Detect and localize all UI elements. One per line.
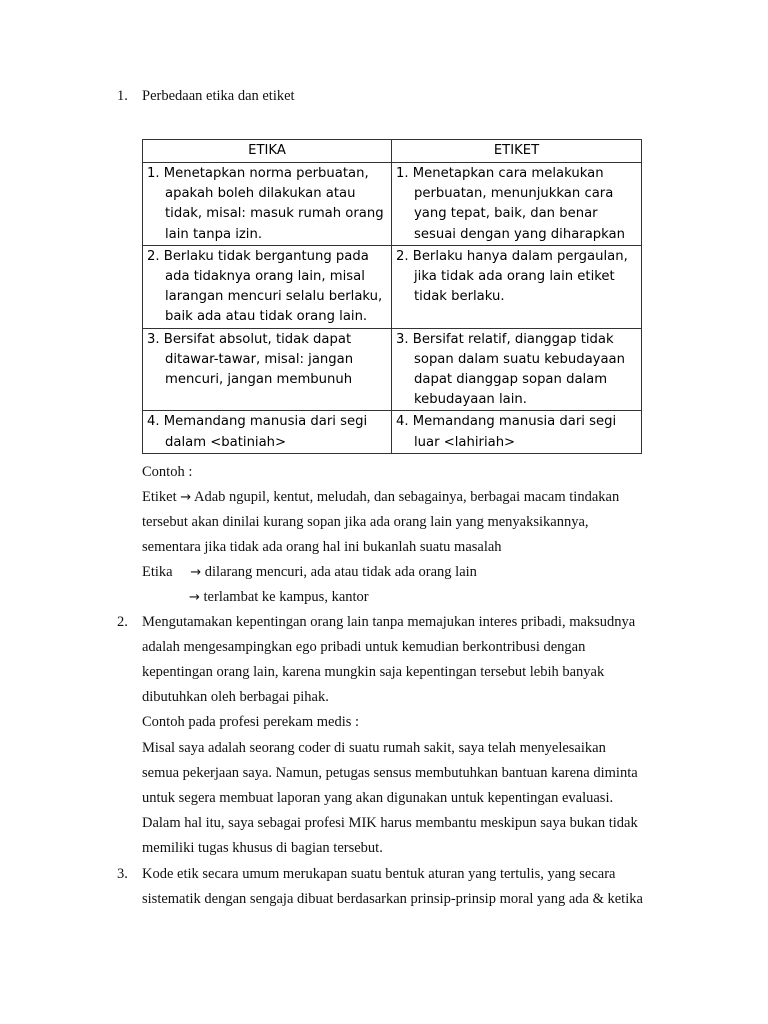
section-1-title: Perbedaan etika dan etiket	[142, 88, 295, 104]
cell-line: yang tepat, baik, dan benar	[414, 206, 598, 222]
arrow-right-icon: →	[190, 565, 202, 580]
cell-line: 2. Berlaku hanya dalam pergaulan,	[396, 248, 628, 264]
paragraph-line: Mengutamakan kepentingan orang lain tanpa memajukan interes pribadi, maksudnya	[142, 614, 636, 630]
comparison-table	[142, 139, 642, 454]
etiket-example-line-3: sementara jika tidak ada orang hal ini bukanlah suatu masalah	[142, 539, 502, 555]
cell-line: baik ada atau tidak orang lain.	[165, 309, 368, 325]
cell-line: mencuri, jangan membunuh	[165, 372, 353, 388]
table-row	[143, 245, 642, 328]
cell-line: larangan mencuri selalu berlaku,	[165, 289, 383, 305]
cell-etika-3	[143, 328, 392, 411]
cell-line: kebudayaan lain.	[414, 392, 527, 408]
paragraph-line: Kode etik secara umum merukapan suatu bentuk aturan yang tertulis, yang secara	[142, 866, 616, 882]
paragraph-line: untuk segera membuat laporan yang akan digunakan untuk kepentingan evaluasi.	[142, 790, 614, 806]
cell-etika-2	[143, 245, 392, 328]
cell-line: 4. Memandang manusia dari segi	[396, 414, 617, 430]
cell-line: ada tidaknya orang lain, misal	[165, 269, 365, 285]
cell-line: 3. Bersifat absolut, tidak dapat	[147, 331, 352, 347]
table-row	[143, 163, 642, 246]
cell-line: ditawar-tawar, misal: jangan	[165, 351, 354, 367]
cell-etiket-4	[392, 411, 642, 453]
table-header-row	[143, 140, 642, 163]
etika-label: Etika	[142, 564, 173, 580]
list-number-2: 2.	[117, 614, 128, 630]
etiket-label: Etiket	[142, 489, 177, 505]
paragraph-line: Dalam hal itu, saya sebagai profesi MIK harus membantu meskipun saya bukan tidak	[142, 815, 638, 831]
cell-line: tidak, misal: masuk rumah orang	[165, 206, 384, 222]
list-number-1: 1.	[117, 88, 128, 104]
cell-etiket-2	[392, 245, 642, 328]
header-etiket: ETIKET	[392, 140, 642, 163]
cell-line: 2. Berlaku tidak bergantung pada	[147, 248, 369, 264]
cell-etika-1	[143, 163, 392, 246]
cell-line: 4. Memandang manusia dari segi	[147, 414, 368, 430]
etika-example-text-2: terlambat ke kampus, kantor	[203, 589, 369, 605]
cell-line: 3. Bersifat relatif, dianggap tidak	[396, 331, 614, 347]
cell-line: sopan dalam suatu kebudayaan	[414, 351, 625, 367]
etiket-example-text: Adab ngupil, kentut, meludah, dan sebagainya, berbagai macam tindakan	[194, 489, 620, 505]
cell-line: dapat dianggap sopan dalam	[414, 372, 608, 388]
arrow-right-icon: →	[189, 590, 200, 605]
cell-etika-4	[143, 411, 392, 453]
paragraph-line: Misal saya adalah seorang coder di suatu rumah sakit, saya telah menyelesaikan	[142, 740, 606, 756]
header-etika: ETIKA	[143, 140, 392, 163]
cell-etiket-3	[392, 328, 642, 411]
etika-example-line-2	[189, 589, 369, 606]
list-number-3: 3.	[117, 866, 128, 882]
cell-line: 1. Menetapkan cara melakukan	[396, 166, 604, 181]
cell-line: tidak berlaku.	[414, 289, 505, 305]
contoh-heading: Contoh :	[142, 464, 193, 480]
cell-line: lain tanpa izin.	[165, 226, 263, 242]
etika-example-line-1	[142, 564, 477, 581]
cell-line: sesuai dengan yang diharapkan	[414, 226, 625, 242]
paragraph-line: semua pekerjaan saya. Namun, petugas sensus membutuhkan bantuan karena diminta	[142, 765, 638, 781]
paragraph-line: memiliki tugas khusus di bagian tersebut.	[142, 840, 383, 856]
cell-line: jika tidak ada orang lain etiket	[414, 269, 615, 285]
cell-etiket-1	[392, 163, 642, 246]
paragraph-line: sistematik dengan sengaja dibuat berdasarkan prinsip-prinsip moral yang ada & ketika	[142, 891, 643, 907]
paragraph-line: kepentingan orang lain, karena mungkin saja kepentingan tersebut lebih banyak	[142, 664, 605, 680]
paragraph-line: adalah mengesampingkan ego pribadi untuk kemudian berkontribusi dengan	[142, 639, 586, 655]
etika-example-text: dilarang mencuri, ada atau tidak ada orang lain	[204, 564, 477, 580]
cell-line: apakah boleh dilakukan atau	[165, 186, 356, 202]
table-row	[143, 328, 642, 411]
cell-line: dalam <batiniah>	[165, 434, 287, 450]
paragraph-line: dibutuhkan oleh berbagai pihak.	[142, 689, 329, 705]
paragraph-line: Contoh pada profesi perekam medis :	[142, 714, 360, 730]
etiket-example-line-1	[142, 489, 619, 506]
cell-line: perbuatan, menunjukkan cara	[414, 186, 614, 202]
table-row	[143, 411, 642, 453]
etiket-example-line-2: tersebut akan dinilai kurang sopan jika ada orang lain yang menyaksikannya,	[142, 514, 589, 530]
cell-line: 1. Menetapkan norma perbuatan,	[147, 166, 369, 181]
arrow-right-icon: →	[180, 490, 192, 505]
cell-line: luar <lahiriah>	[414, 434, 516, 450]
